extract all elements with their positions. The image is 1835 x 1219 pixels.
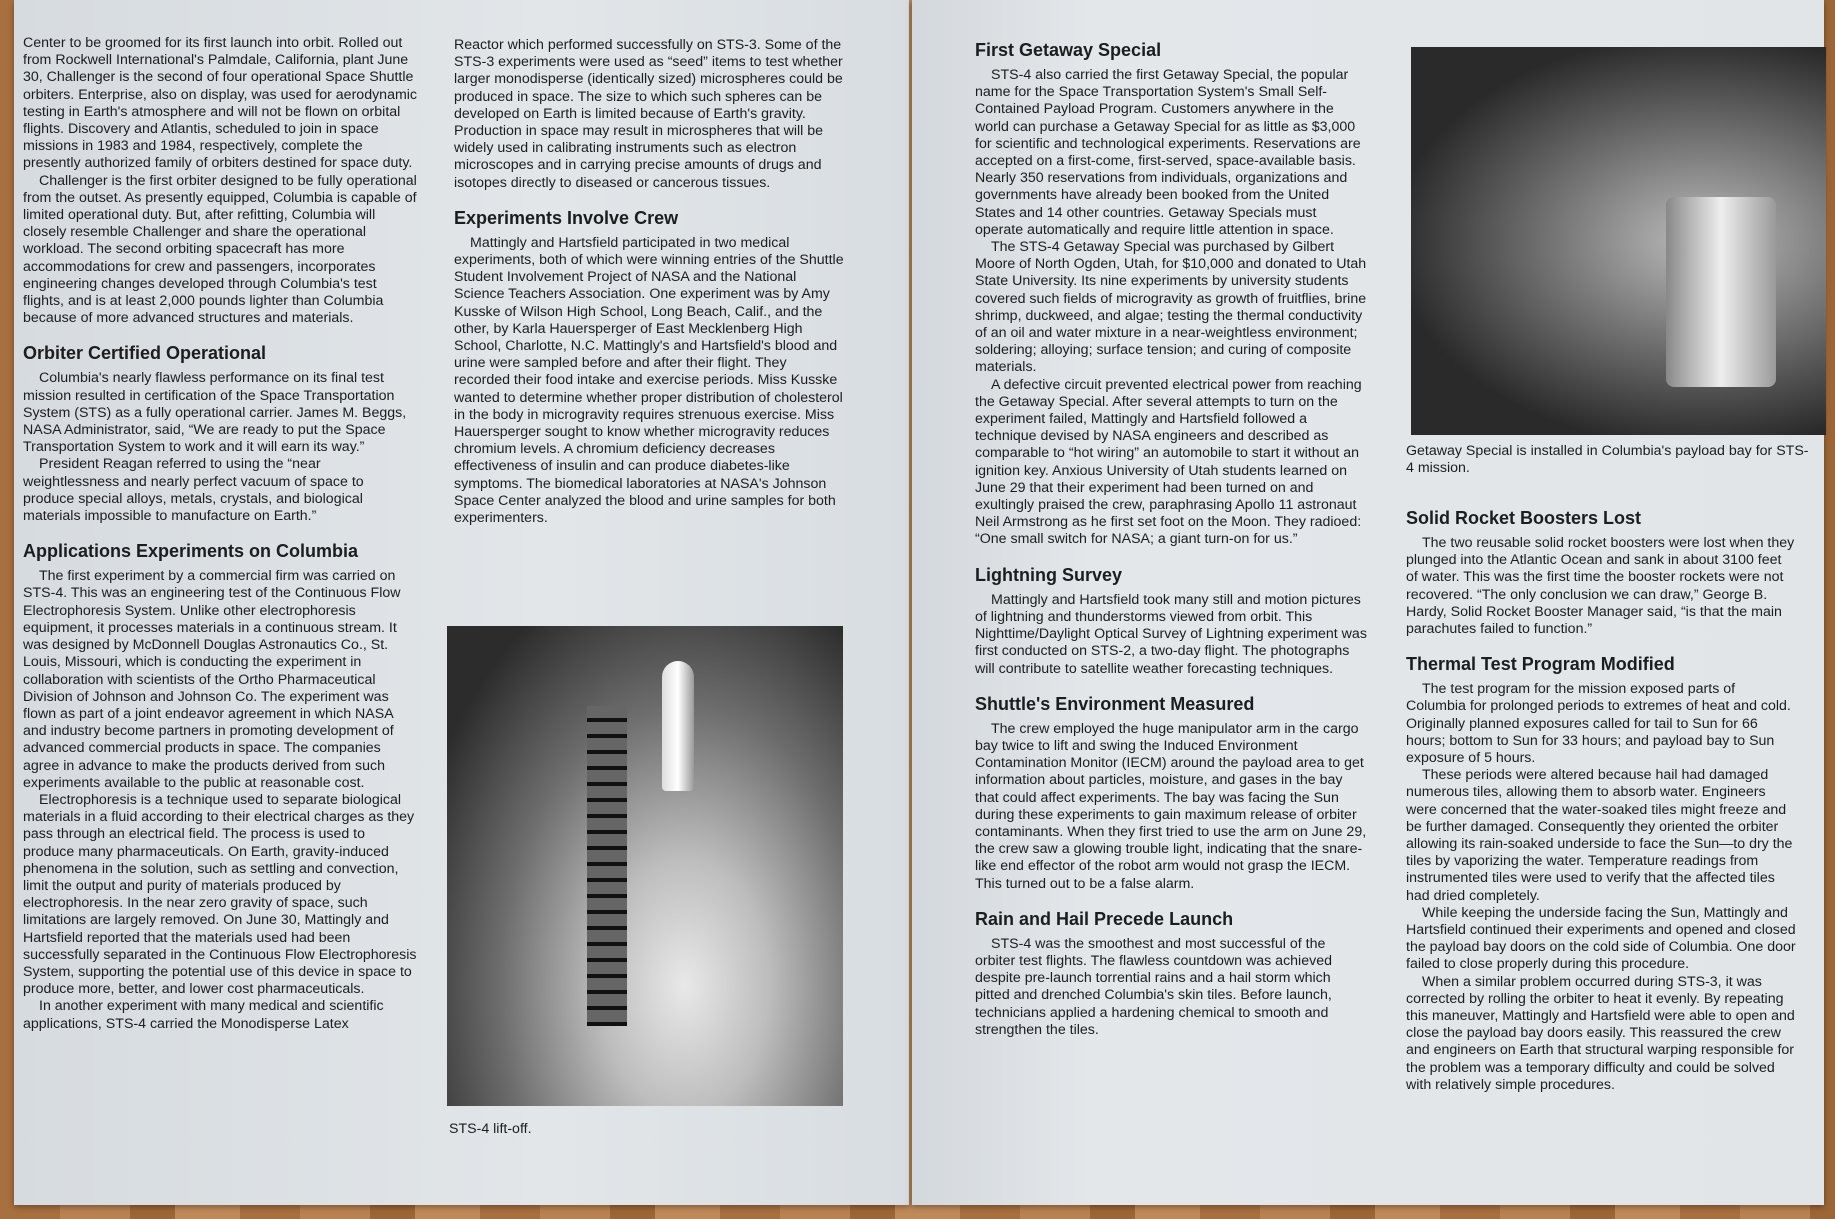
paragraph: The two reusable solid rocket boosters were lost when they plunged into the Atlantic Ocean and sank in about 3100 feet of water. This was the first time the booster rockets were not recovered. “The only conclusion we can draw,” George B. Hardy, Solid Rocket Booster Manager said, “is that the main parachutes failed to function.” xyxy=(1406,535,1795,638)
column-3 xyxy=(975,40,1367,1039)
paragraph: Challenger is the first orbiter designed to be fully operational from the outset. As presently equipped, Columbia is capable of limited operational duty. But, after refitting, Columbia will closely resemble Challenger and share the operational workload. The second orbiting spacecraft has more accommodations for crew and passengers, incorporates engineering changes developed through Columbia's test flights, and is at least 2,000 pounds lighter than Columbia because of more advanced structures and materials. xyxy=(23,172,417,327)
launch-photo xyxy=(447,626,843,1106)
paragraph: Mattingly and Hartsfield participated in two medical experiments, both of which were winning entries of the Shuttle Student Involvement Project of NASA and the National Science Teachers Association. One experiment was by Amy Kusske of Wilson High School, Long Beach, Calif., and the other, by Karla Hauersperger of East Mecklenberg High School, Charlotte, N.C. Mattingly's and Hartsfield's blood and urine were sampled before and after their flight. They recorded their food intake and exercise periods. Miss Kusske wanted to determine whether proper distribution of cholesterol in the body in microgravity requires strenuous exercise. Miss Hauersperger sought to know whether microgravity reduces chromium levels. A chromium deficiency decreases effectiveness of insulin and can produce diabetes-like symptoms. The biomedical laboratories at NASA's Johnson Space Center analyzed the blood and urine samples for both experimenters. xyxy=(454,234,844,527)
photo-caption: Getaway Special is installed in Columbia's payload bay for STS-4 mission. xyxy=(1406,443,1809,477)
paragraph: The crew employed the huge manipulator arm in the cargo bay twice to lift and swing the Induced Environment Contamination Monitor (IECM) around the payload area to get information about particles, moisture, and gases in the bay that could affect experiments. The bay was facing the Sun during these experiments to gain maximum release of orbiter contaminants. When they first tried to use the arm on June 29, the crew saw a glowing trouble light, indicating that the snare-like end effector of the robot arm would not grasp the IECM. This turned out to be a false alarm. xyxy=(975,720,1367,892)
paragraph: Mattingly and Hartsfield took many still and motion pictures of lightning and thunderstorms viewed from orbit. This Nighttime/Daylight Optical Survey of Lightning experiment was first conducted on STS-2, a two-day flight. The photographs will contribute to satellite weather forecasting techniques. xyxy=(975,591,1367,677)
paragraph: The first experiment by a commercial firm was carried on STS-4. This was an engineering test of the Continuous Flow Electrophoresis System. Unlike other electrophoresis equipment, it processes materials in a continuous stream. It was designed by McDonnell Douglas Astronautics Co., St. Louis, Missouri, which is conducting the experiment in collaboration with scientists of the Ortho Pharmaceutical Division of Johnson and Johnson Co. The experiment was flown as part of a joint endeavor agreement in which NASA and industry become partners in promoting development of advanced commercial products in space. The companies agree in advance to make the products derived from such experiments available to the public at reasonable cost. xyxy=(23,568,401,791)
paragraph: Electrophoresis is a technique used to separate biological materials in a fluid according to their electrical charges as they pass through an electrical field. The process is used to produce many pharmaceuticals. On Earth, gravity-induced phenomena in the solution, such as settling and convection, limit the output and purity of materials produced by electrophoresis. In the near zero gravity of space, such limitations are largely removed. On June 30, Mattingly and Hartsfield reported that the materials used had been successfully separated in the Continuous Flow Electrophoresis System, supporting the potential use of this device in space to produce more, better, and lower cost pharmaceuticals. xyxy=(23,791,417,998)
paragraph: These periods were altered because hail had damaged numerous tiles, allowing them to absorb water. Engineers were concerned that the water-soaked tiles might freeze and be further damaged. Consequently they oriented the orbiter allowing its rain-soaked underside to face the Sun—to dry the tiles by vaporizing the water. Temperature readings from instrumented tiles were used to verify that the affected tiles had dried completely. xyxy=(1406,767,1793,904)
getaway-special-photo xyxy=(1411,47,1826,435)
column-4 xyxy=(1406,492,1796,1094)
section-heading: Lightning Survey xyxy=(975,564,1123,585)
section-heading: Thermal Test Program Modified xyxy=(1406,654,1675,675)
paragraph: The STS-4 Getaway Special was purchased by Gilbert Moore of North Ogden, Utah, for $10,000 and donated to Utah State University. Its nine experiments by university students covered such fields of microgravity as growth of fruitflies, brine shrimp, duckweed, and algae; testing the thermal conductivity of an oil and water mixture in a near-weightless environment; soldering; alloying; surface tension; and curing of composite materials. xyxy=(975,239,1367,376)
paragraph: Reactor which performed successfully on STS-3. Some of the STS-3 experiments were used as “seed” items to test whether larger monodisperse (identically sized) microspheres could be produced in space. The size to which such spheres can be developed on Earth is limited because of Earth's gravity. Production in space may result in microspheres that will be widely used in calibrating instruments such as electron microscopes and in carrying precise amounts of drugs and isotopes directly to diseased or cancerous tissues. xyxy=(454,37,843,191)
column-1 xyxy=(23,35,418,1033)
shuttle xyxy=(662,661,694,791)
paragraph: In another experiment with many medical and scientific applications, STS-4 carried the Monodisperse Latex xyxy=(23,998,384,1032)
section-heading: Applications Experiments on Columbia xyxy=(23,541,359,562)
paragraph: STS-4 was the smoothest and most successful of the orbiter test flights. The flawless countdown was achieved despite pre-launch torrential rains and a hail storm which pitted and drenched Columbia's skin tiles. Before launch, technicians applied a hardening chemical to smooth and strengthen the tiles. xyxy=(975,935,1332,1038)
paragraph: The test program for the mission exposed parts of Columbia for prolonged periods to extremes of heat and cold. Originally planned exposures called for tail to Sun for 66 hours; bottom to Sun for 33 hours; and payload bay to Sun exposure of 5 hours. xyxy=(1406,681,1791,767)
column-2 xyxy=(454,37,846,527)
section-heading: Solid Rocket Boosters Lost xyxy=(1406,508,1642,528)
paragraph: Center to be groomed for its first launch into orbit. Rolled out from Rockwell International's Palmdale, California, plant June 30, Challenger is the second of four operational Space Shuttle orbiters. Enterprise, also on display, was used for aerodynamic testing in Earth's atmosphere and will not be flown on orbital flights. Discovery and Atlantis, scheduled to join in space missions in 1983 and 1984, respectively, complete the presently authorized family of orbiters destined for space duty. xyxy=(23,35,418,172)
payload-canister xyxy=(1666,197,1776,387)
launch-tower xyxy=(587,706,627,1026)
paragraph: A defective circuit prevented electrical power from reaching the Getaway Special. After several attempts to turn on the experiment failed, Mattingly and Hartsfield followed a technique devised by NASA engineers and described as comparable to “hot wiring” an automobile to start it without an ignition key. Anxious University of Utah students learned on June 29 that their experiment had been turned on and exultingly praised the crew, paraphrasing Apollo 11 astronaut Neil Armstrong as he first set foot on the Moon. They radioed: “One small switch for NASA; a giant turn-on for us.” xyxy=(975,376,1362,548)
paragraph: While keeping the underside facing the Sun, Mattingly and Hartsfield continued their experiments and opened and closed the payload bay doors on the cold side of Columbia. One door failed to close properly during this procedure. xyxy=(1406,904,1796,973)
paragraph: STS-4 also carried the first Getaway Special, the popular name for the Space Transportation System's Small Self-Contained Payload Program. Customers anywhere in the world can purchase a Getaway Special for as little as $3,000 for scientific and technological experiments. Reservations are accepted on a first-come, first-served, space-available basis. Nearly 350 reservations from individuals, organizations and governments have already been booked from the United States and 14 other countries. Getaway Specials must operate automatically and require little attention in space. xyxy=(975,67,1361,238)
section-heading: Experiments Involve Crew xyxy=(454,207,679,228)
paragraph: President Reagan referred to using the “near weightlessness and nearly perfect vacuum of space to produce special alloys, metals, crystals, and biological materials impossible to manufacture on Earth.” xyxy=(23,456,364,525)
section-heading: Shuttle's Environment Measured xyxy=(975,693,1255,714)
section-heading: First Getaway Special xyxy=(975,40,1162,60)
paragraph: When a similar problem occurred during STS-3, it was corrected by rolling the orbiter to heat it evenly. By repeating this maneuver, Mattingly and Hartsfield were able to open and close the payload bay doors easily. This reassured the crew and engineers on Earth that structural warping responsible for the problem was a temporary difficulty and could be solved with relatively simple procedures. xyxy=(1406,973,1795,1093)
section-heading: Orbiter Certified Operational xyxy=(23,343,267,364)
paragraph: Columbia's nearly flawless performance on its final test mission resulted in certification of the Space Transportation System (STS) as a fully operational carrier. James M. Beggs, NASA Administrator, said, “We are ready to put the Space Transportation System to work and it will earn its way.” xyxy=(23,370,407,456)
section-heading: Rain and Hail Precede Launch xyxy=(975,908,1234,929)
photo-caption: STS-4 lift-off. xyxy=(449,1121,532,1137)
